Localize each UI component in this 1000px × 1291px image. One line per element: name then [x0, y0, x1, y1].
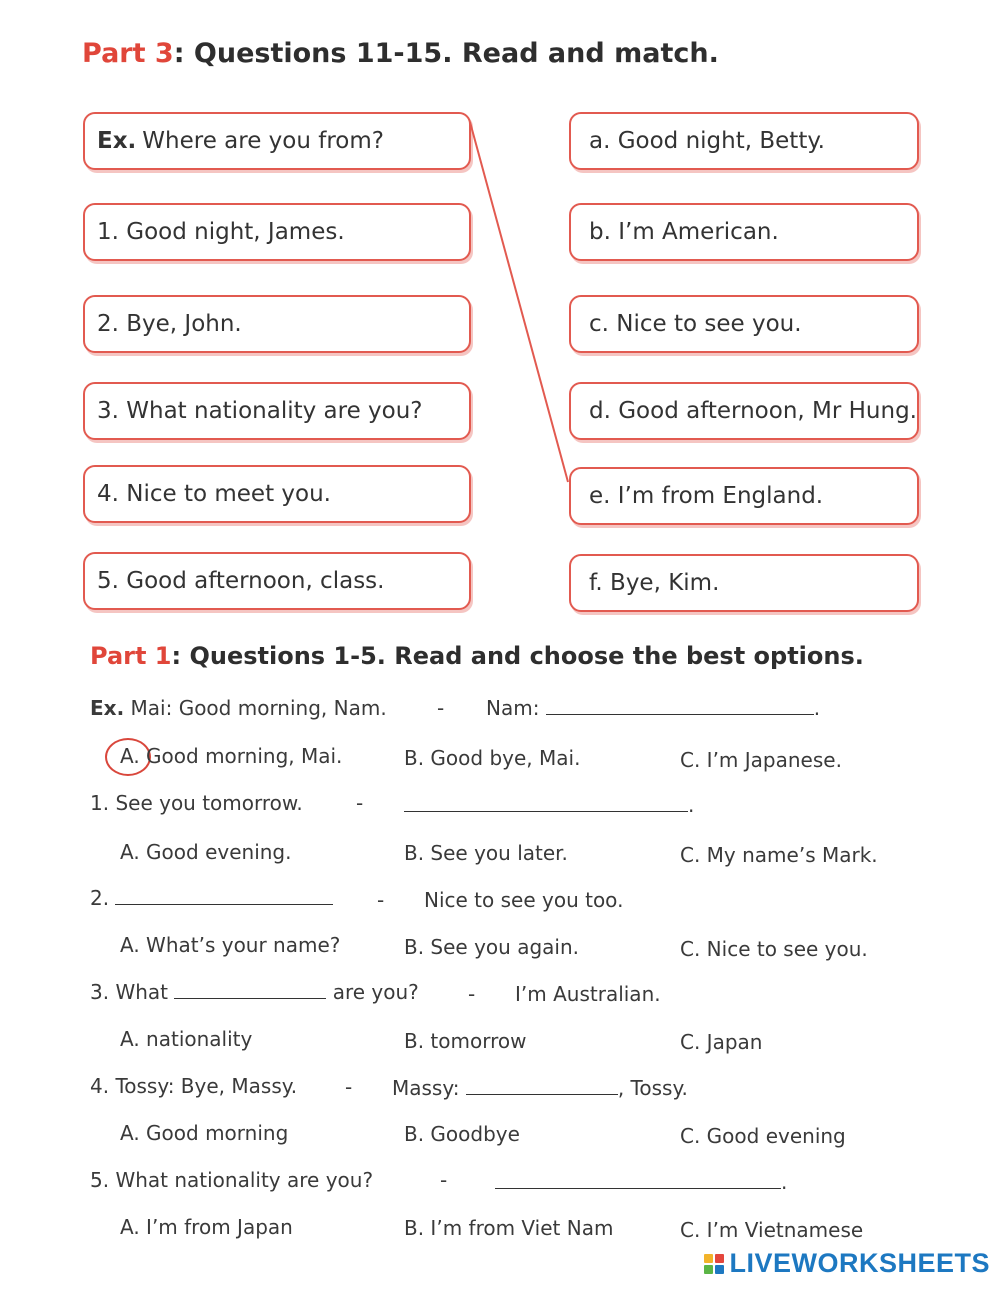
q5-answer-blank[interactable] [495, 1170, 781, 1189]
q2-answer-blank[interactable] [115, 886, 333, 905]
match-right-f-text: f. Bye, Kim. [589, 570, 720, 596]
q3-question [90, 980, 419, 1004]
q5-answer [495, 1170, 787, 1194]
q5-dash: - [440, 1168, 448, 1192]
part1-heading-rest: : Questions 1-5. Read and choose the best options. [171, 642, 864, 670]
q4-tail: , Tossy. [617, 1076, 688, 1100]
match-right-c[interactable] [569, 295, 919, 353]
q1-dash: - [356, 791, 364, 815]
match-right-b[interactable] [569, 203, 919, 261]
q4-answer [392, 1076, 688, 1100]
match-right-a[interactable] [569, 112, 919, 170]
q1-end: . [688, 793, 695, 817]
q2-dash: - [377, 888, 385, 912]
example-label: Ex. [90, 696, 125, 720]
q2-option-a[interactable]: A. What’s your name? [120, 933, 341, 957]
q3-option-a[interactable]: A. nationality [120, 1027, 253, 1051]
q5-text: 5. What nationality are you? [90, 1168, 374, 1192]
q1-option-a[interactable]: A. Good evening. [120, 840, 292, 864]
match-left-4[interactable] [83, 465, 471, 523]
example-dash: - [437, 696, 445, 720]
q3-answer-blank[interactable] [174, 980, 326, 999]
q3-pre: 3. What [90, 980, 168, 1004]
q5-end: . [781, 1170, 788, 1194]
match-left-5[interactable] [83, 552, 471, 610]
q2-option-c[interactable]: C. Nice to see you. [680, 937, 868, 961]
match-right-b-text: b. I’m American. [589, 219, 779, 245]
match-right-e[interactable] [569, 467, 919, 525]
q4-option-b[interactable]: B. Goodbye [404, 1122, 520, 1146]
match-left-2[interactable] [83, 295, 471, 353]
match-left-ex-prefix: Ex. [97, 128, 137, 154]
match-line-ex-e [470, 122, 568, 482]
match-right-d[interactable] [569, 382, 919, 440]
q1-text: 1. See you tomorrow. [90, 791, 303, 815]
q5-option-b[interactable]: B. I’m from Viet Nam [404, 1216, 614, 1240]
q4-option-c[interactable]: C. Good evening [680, 1124, 846, 1148]
match-right-e-text: e. I’m from England. [589, 483, 824, 509]
q5-option-c[interactable]: C. I’m Vietnamese [680, 1218, 864, 1242]
q1-answer [404, 793, 694, 817]
q3-post: are you? [332, 980, 419, 1004]
example-q-right [486, 696, 820, 720]
match-left-5-text: 5. Good afternoon, class. [97, 568, 385, 594]
example-option-c[interactable]: C. I’m Japanese. [680, 748, 842, 772]
example-q-left: Mai: Good morning, Nam. [130, 696, 387, 720]
example-speaker: Nam: [486, 696, 540, 720]
example-answer-blank[interactable] [546, 696, 814, 715]
q4-answer-blank[interactable] [466, 1076, 618, 1095]
example-question [90, 696, 387, 720]
q2-option-b[interactable]: B. See you again. [404, 935, 579, 959]
q2-text: Nice to see you too. [424, 888, 624, 912]
liveworksheets-logo[interactable] [704, 1248, 990, 1279]
example-option-b[interactable]: B. Good bye, Mai. [404, 746, 581, 770]
q4-text: 4. Tossy: Bye, Massy. [90, 1074, 298, 1098]
liveworksheets-logo-icon [704, 1254, 724, 1274]
q3-dash: - [468, 982, 476, 1006]
match-left-1-text: 1. Good night, James. [97, 219, 345, 245]
part1-heading-red: Part 1 [90, 642, 172, 670]
q5-option-a[interactable]: A. I’m from Japan [120, 1215, 293, 1239]
example-option-a[interactable]: A. Good morning, Mai. [120, 744, 343, 768]
q1-answer-blank[interactable] [404, 793, 688, 812]
part3-heading-rest: : Questions 11-15. Read and match. [173, 38, 719, 69]
example-end: . [813, 696, 821, 720]
match-left-4-text: 4. Nice to meet you. [97, 481, 331, 507]
q3-answer: I’m Australian. [515, 982, 661, 1006]
match-left-2-text: 2. Bye, John. [97, 311, 242, 337]
q3-option-c[interactable]: C. Japan [680, 1030, 763, 1054]
match-left-1[interactable] [83, 203, 471, 261]
part1-heading [90, 642, 864, 670]
match-left-3[interactable] [83, 382, 471, 440]
match-right-c-text: c. Nice to see you. [589, 311, 802, 337]
q1-option-c[interactable]: C. My name’s Mark. [680, 843, 878, 867]
match-left-3-text: 3. What nationality are you? [97, 398, 423, 424]
match-left-ex-text: Where are you from? [142, 128, 384, 154]
match-right-f[interactable] [569, 554, 919, 612]
part3-heading-red: Part 3 [82, 38, 174, 69]
q1-option-b[interactable]: B. See you later. [404, 841, 568, 865]
q4-option-a[interactable]: A. Good morning [120, 1121, 289, 1145]
q2-num: 2. [90, 886, 110, 910]
q2-question [90, 886, 333, 910]
q4-speaker: Massy: [392, 1076, 460, 1100]
match-right-a-text: a. Good night, Betty. [589, 128, 825, 154]
match-left-ex[interactable] [83, 112, 471, 170]
match-right-d-text: d. Good afternoon, Mr Hung. [589, 398, 917, 424]
liveworksheets-logo-text: LIVEWORKSHEETS [729, 1248, 990, 1278]
q4-dash: - [345, 1075, 353, 1099]
q3-option-b[interactable]: B. tomorrow [404, 1029, 527, 1053]
